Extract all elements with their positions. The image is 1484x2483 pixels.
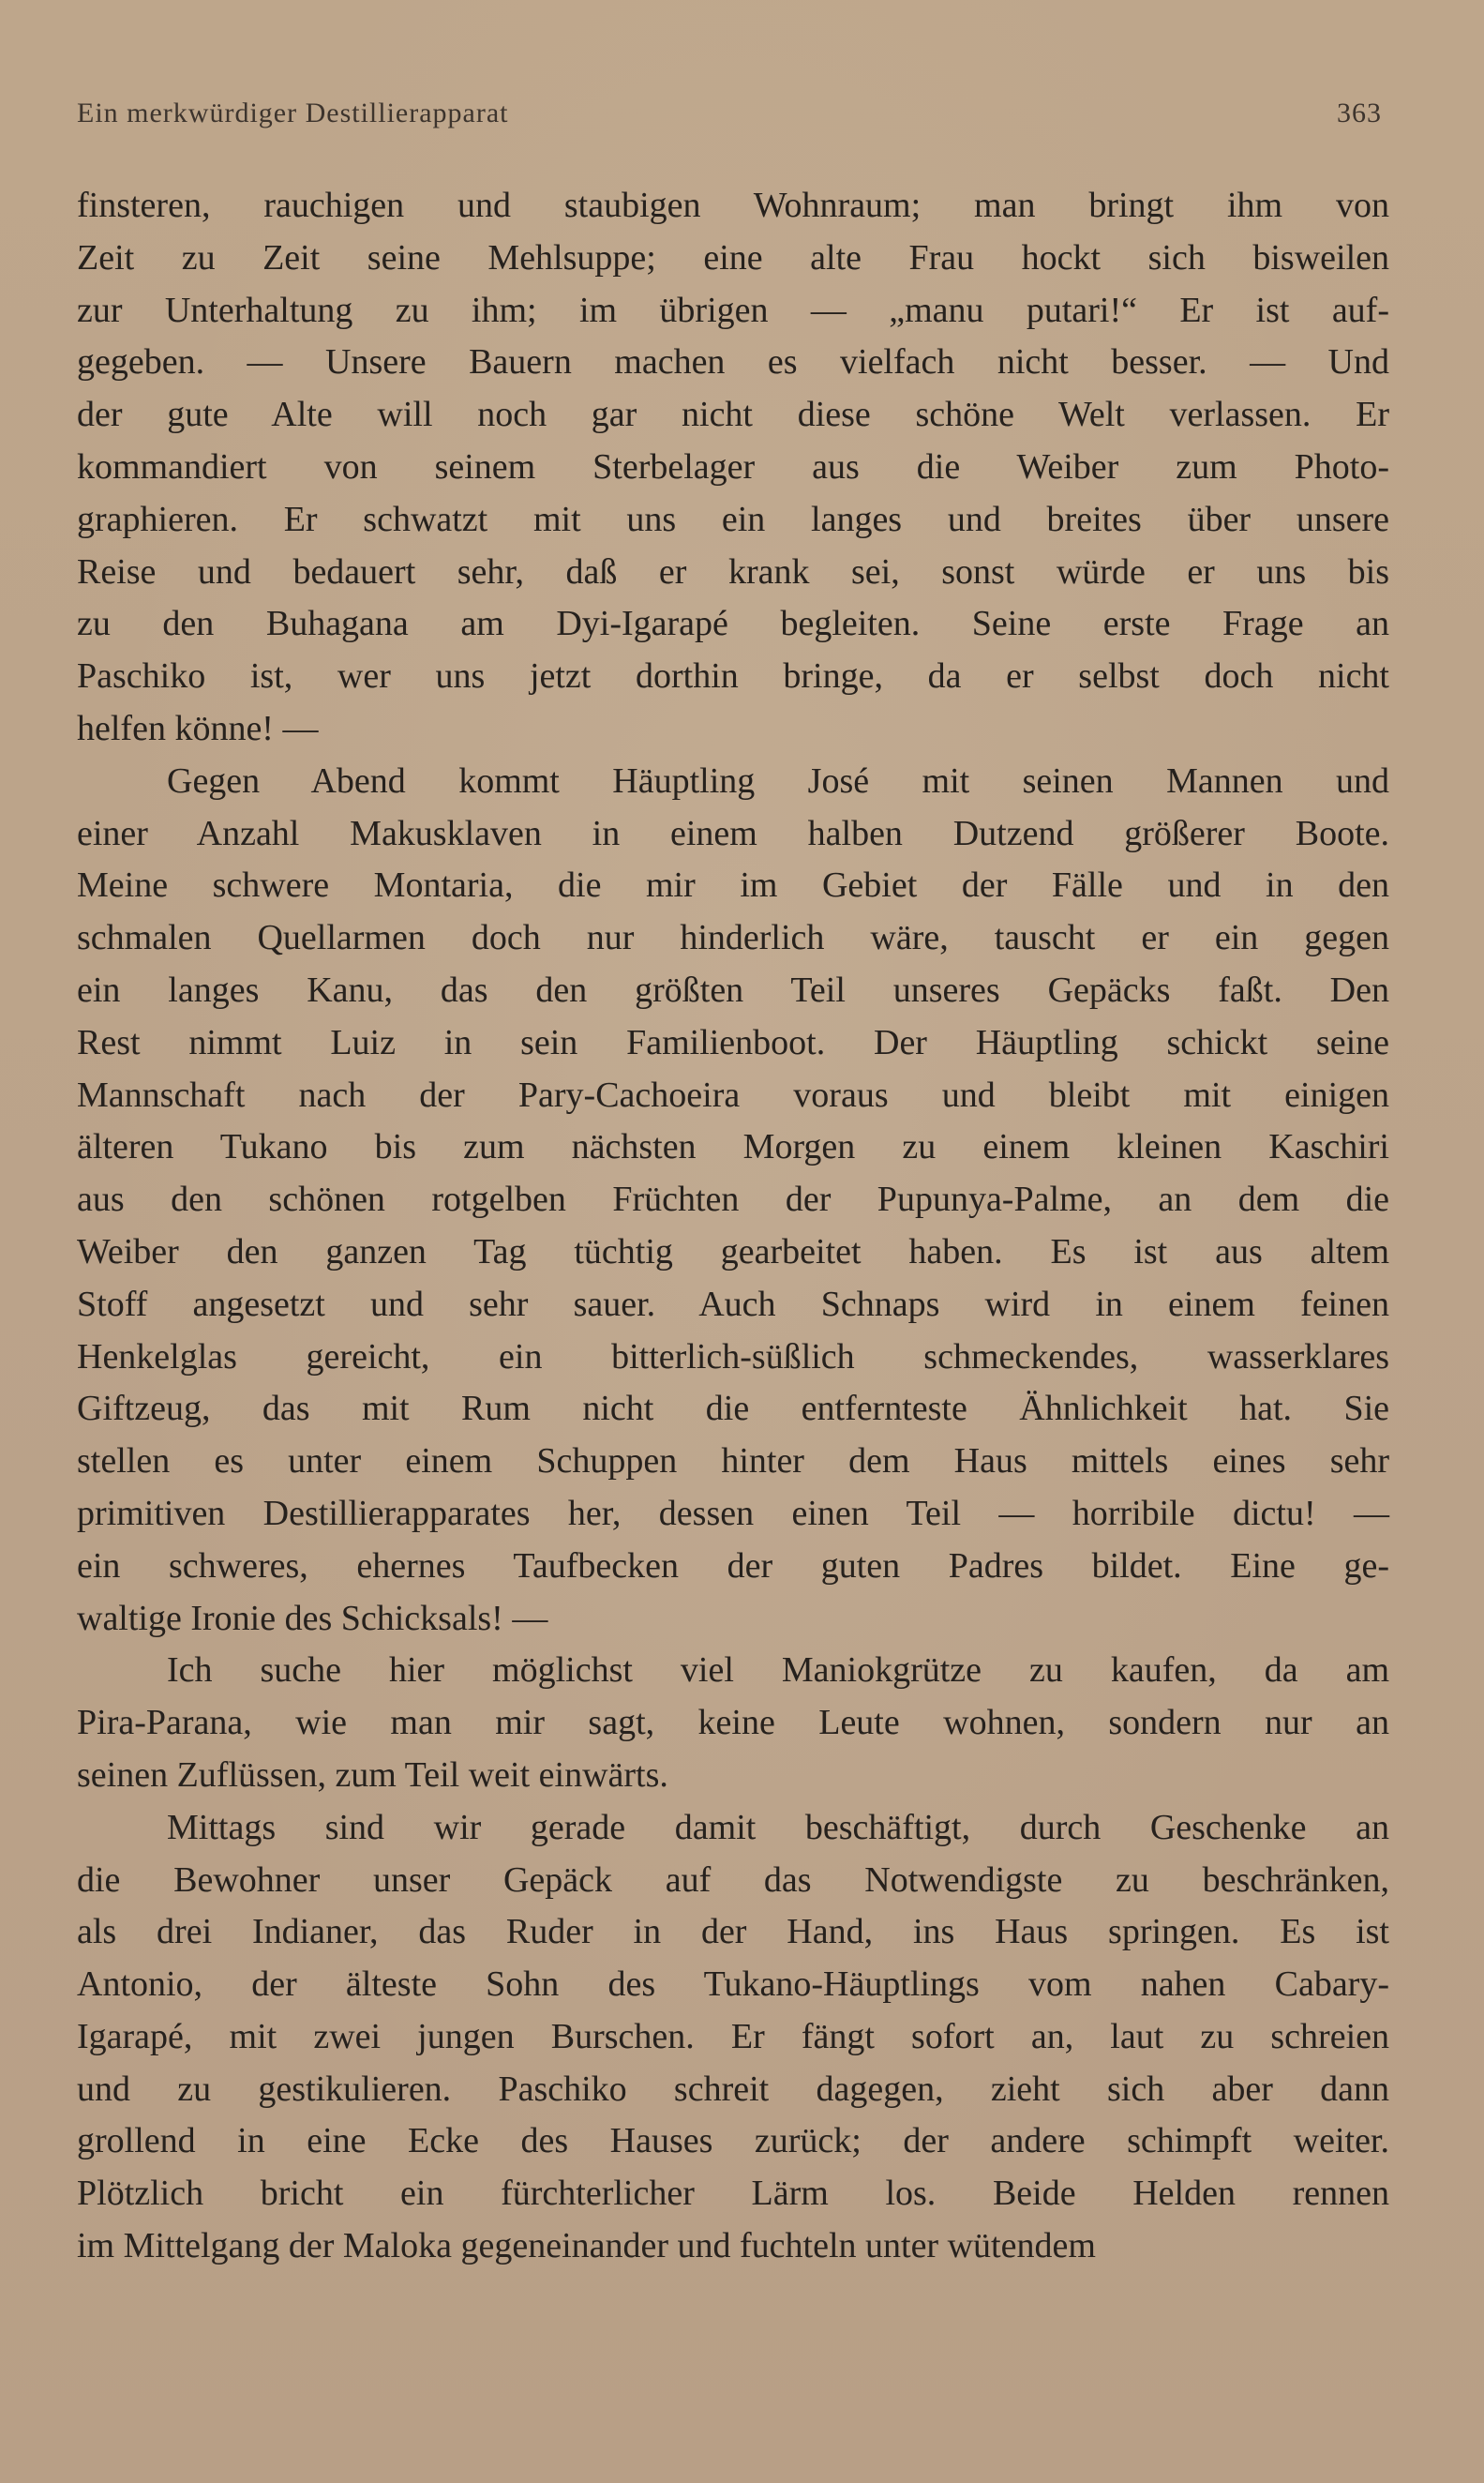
text-line: grollend in eine Ecke des Hauses zurück; der andere schimpft weiter. [77,2121,1389,2161]
body-text [77,180,1389,2273]
text-line: Rest nimmt Luiz in sein Familienboot. Der Häuptling schickt seine [77,1022,1389,1062]
text-line: Mittags sind wir gerade damit beschäftigt, durch Geschenke an [167,1807,1389,1847]
running-header [77,98,1382,139]
text-line: kommandiert von seinem Sterbelager aus die Weiber zum Photo- [77,446,1389,487]
text-line: Pira-Parana, wie man mir sagt, keine Leute wohnen, sondern nur an [77,1703,1389,1743]
text-line: schmalen Quellarmen doch nur hinderlich wäre, tauscht er ein gegen [77,918,1389,958]
text-line: die Bewohner unser Gepäck auf das Notwendigste zu beschränken, [77,1859,1389,1900]
paragraph [77,756,1389,1646]
text-line: und zu gestikulieren. Paschiko schreit dagegen, zieht sich aber dann [77,2069,1389,2109]
text-line: im Mittelgang der Maloka gegeneinander und fuchteln unter wütendem [77,2226,1096,2266]
text-line: finsteren, rauchigen und staubigen Wohnraum; man bringt ihm von [77,186,1389,225]
text-line: Gegen Abend kommt Häuptling José mit seinen Mannen und [167,760,1389,801]
text-line: stellen es unter einem Schuppen hinter dem Haus mittels eines sehr [77,1441,1389,1482]
text-line: Meine schwere Montaria, die mir im Gebiet der Fälle und in den [77,865,1389,906]
text-line: Antonio, der älteste Sohn des Tukano-Häuptlings vom nahen Cabary- [77,1964,1389,2005]
text-line: ein langes Kanu, das den größten Teil unseres Gepäcks faßt. Den [77,970,1389,1010]
text-line: helfen könne! — [77,708,319,748]
text-line: Paschiko ist, wer uns jetzt dorthin bringe, da er selbst doch nicht [77,656,1389,697]
page-number: 363 [1337,98,1382,128]
text-line: Mannschaft nach der Pary-Cachoeira voraus und bleibt mit einigen [77,1075,1389,1115]
text-line: Stoff angesetzt und sehr sauer. Auch Schnaps wird in einem feinen [77,1284,1389,1324]
text-line: Giftzeug, das mit Rum nicht die entfernteste Ähnlichkeit hat. Sie [77,1389,1389,1429]
paragraph [77,1802,1389,2273]
text-line: zu den Buhagana am Dyi-Igarapé begleiten. Seine erste Frage an [77,604,1389,644]
paragraph [77,1645,1389,1801]
running-title: Ein merkwürdiger Destillierapparat [77,98,509,128]
text-line: älteren Tukano bis zum nächsten Morgen zu einem kleinen Kaschiri [77,1127,1389,1167]
text-line: einer Anzahl Makusklaven in einem halben Dutzend größerer Boote. [77,813,1389,853]
text-line: aus den schönen rotgelben Früchten der Pupunya-Palme, an dem die [77,1180,1389,1220]
text-line: Reise und bedauert sehr, daß er krank sei, sonst würde er uns bis [77,551,1389,592]
text-line: Zeit zu Zeit seine Mehlsuppe; eine alte Frau hockt sich bisweilen [77,237,1389,278]
text-line: Igarapé, mit zwei jungen Burschen. Er fängt sofort an, laut zu schreien [77,2016,1389,2056]
text-line: der gute Alte will noch gar nicht diese schöne Welt verlassen. Er [77,395,1389,435]
text-line: als drei Indianer, das Ruder in der Hand, ins Haus springen. Es ist [77,1912,1389,1952]
text-line: Weiber den ganzen Tag tüchtig gearbeitet haben. Es ist aus altem [77,1231,1389,1272]
text-line: primitiven Destillierapparates her, dessen einen Teil — horribile dictu! — [77,1493,1389,1533]
text-line: zur Unterhaltung zu ihm; im übrigen — „manu putari!“ Er ist auf- [77,290,1389,330]
text-line: seinen Zuflüssen, zum Teil weit einwärts. [77,1754,668,1795]
text-line: Ich suche hier möglichst viel Maniokgrütze zu kaufen, da am [167,1650,1389,1691]
text-line: waltige Ironie des Schicksals! — [77,1598,548,1638]
text-line: graphieren. Er schwatzt mit uns ein langes und breites über unsere [77,499,1389,539]
text-line: gegeben. — Unsere Bauern machen es vielfach nicht besser. — Und [77,342,1389,383]
text-line: ein schweres, ehernes Taufbecken der guten Padres bildet. Eine ge- [77,1545,1389,1586]
text-line: Henkelglas gereicht, ein bitterlich-süßlich schmeckendes, wasserklares [77,1336,1389,1377]
text-line: Plötzlich bricht ein fürchterlicher Lärm los. Beide Helden rennen [77,2174,1389,2214]
paragraph [77,180,1389,756]
